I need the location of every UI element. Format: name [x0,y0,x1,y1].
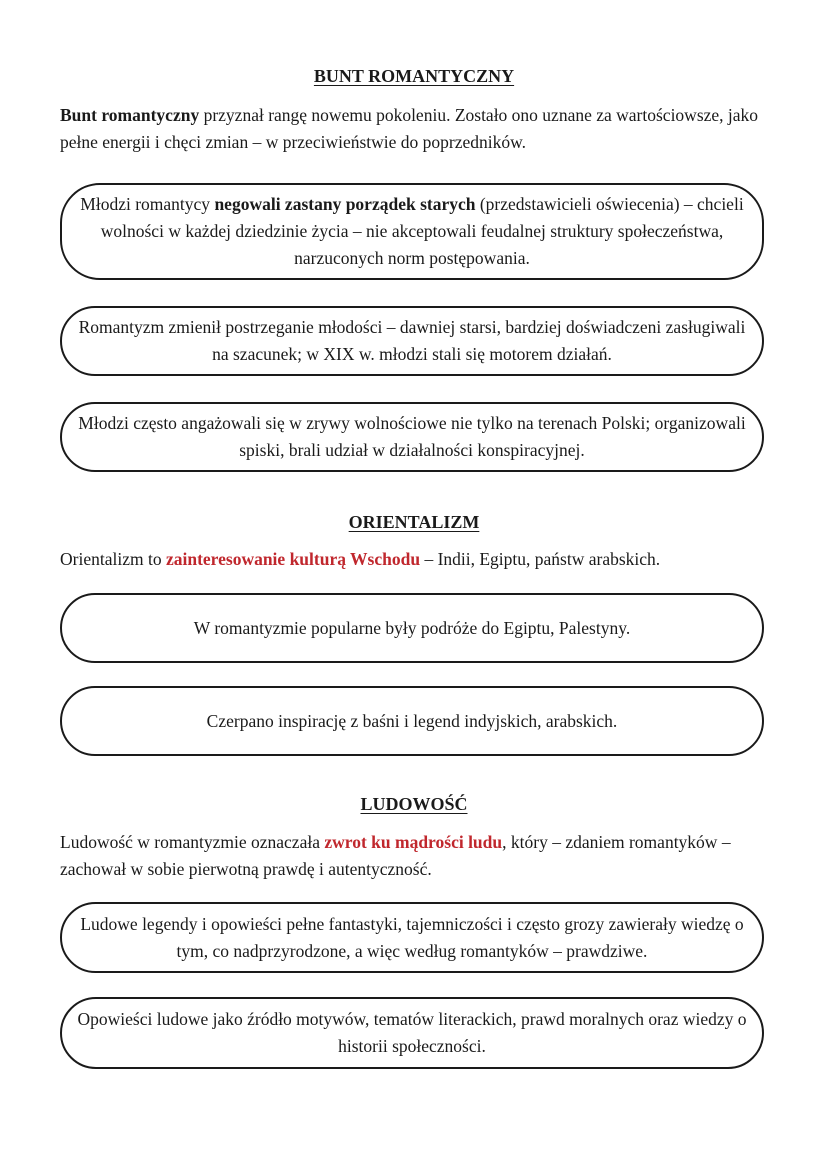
box-text-bold: negowali zastany porządek starych [214,194,476,214]
box-negowali-porzadek [60,183,764,280]
intro-rest: przyznał rangę nowemu pokoleniu. Zostało ono uznane za wartościowsze, jako pełne energii i chęci zmian – w przeciwieństwie do poprzedników. [60,105,759,152]
box-text: Młodzi często angażowali się w zrywy wolnościowe nie tylko na terenach Polski; organizowali spiski, brali udział w działalności konspiracyjnej. [78,413,746,460]
intro-red-highlight: zainteresowanie kulturą Wschodu [165,549,421,569]
box-text [74,191,750,272]
box-text-after: (przedstawicieli oświecenia) – chcieli wolności w każdej dziedzinie życia – nie akceptowali feudalnej struktury społeczeństwa, narzuconych norm postępowania. [100,194,744,268]
intro-after: , który – zdaniem romantyków – zachował w sobie pierwotną prawdę i autentyczność. [60,832,731,879]
box-ludowe-legendy [60,902,764,973]
heading-bunt-romantyczny: BUNT ROMANTYCZNY [313,66,515,86]
intro-lead-bold: Bunt romantyczny [60,105,200,125]
intro-before: Orientalizm to [60,549,166,569]
heading-ludowosc: LUDOWOŚĆ [360,794,468,814]
box-zrywy-wolnosciowe [60,402,764,472]
box-text: Opowieści ludowe jako źródło motywów, tematów literackich, prawd moralnych oraz wiedzy o historii społeczności. [77,1009,747,1056]
intro-ludowosc [60,829,775,883]
box-text-before: Młodzi romantycy [80,194,215,214]
box-inspiracje [60,686,764,756]
box-opowiesci-ludowe [60,997,764,1069]
box-text: W romantyzmie popularne były podróże do Egiptu, Palestyny. [193,617,631,638]
intro-after: – Indii, Egiptu, państw arabskich. [420,549,661,569]
box-text: Ludowe legendy i opowieści pełne fantastyki, tajemniczości i często grozy zawierały wiedzę o tym, co nadprzyrodzone, a więc według romantyków – prawdziwe. [80,913,744,961]
intro-before: Ludowość w romantyzmie oznaczała [60,832,325,852]
heading-orientalizm: ORIENTALIZM [348,512,480,532]
box-text: Romantyzm zmienił postrzeganie młodości – dawniej starsi, bardziej doświadczeni zasługiwali na szacunek; w XIX w. młodzi stali się motorem działań. [78,317,746,364]
box-text: Czerpano inspirację z baśni i legend indyjskich, arabskich. [206,710,618,731]
intro-bunt-romantyczny [60,102,775,156]
box-postrzeganie-mlodosci [60,306,764,376]
intro-orientalizm [60,546,775,573]
box-podroze [60,593,764,663]
intro-red-highlight: zwrot ku mądrości ludu [324,832,503,852]
